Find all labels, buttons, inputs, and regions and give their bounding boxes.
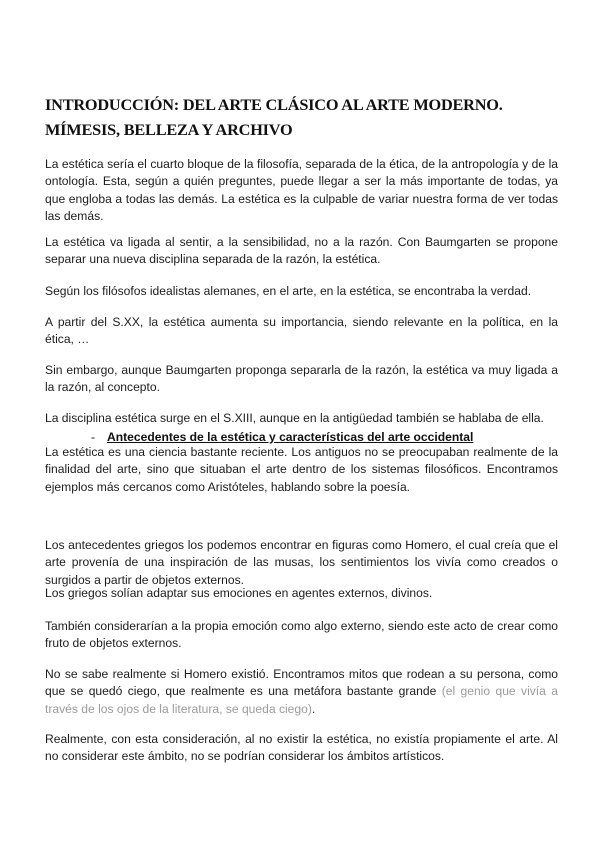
document-title: INTRODUCCIÓN: DEL ARTE CLÁSICO AL ARTE MODERNO. MÍMESIS, BELLEZA Y ARCHIVO	[45, 95, 503, 139]
section-heading-text: Antecedentes de la estética y características del arte occidental	[107, 430, 474, 444]
paragraph-estetica-bloque: La estética sería el cuarto bloque de la filosofía, separada de la ética, de la antropología y de la ontología. Esta, según a quién preguntes, puede llegar a ser la más importante de todas, ya que engloba a todas las demás. La estética es la culpable de variar nuestra forma de ver todas las demás.	[45, 157, 558, 224]
paragraph-sentir: La estética va ligada al sentir, a la sensibilidad, no a la razón. Con Baumgarten se propone separar una nueva disciplina separada de la razón, la estética.	[45, 235, 558, 267]
paragraph-ciencia-reciente: La estética es una ciencia bastante reciente. Los antiguos no se preocupaban realmente de la finalidad del arte, sino que situaban el arte dentro de los sistemas filosóficos. Encontramos ejemplos más cercanos como Aristóteles, hablando sobre la poesía.	[45, 445, 558, 494]
homero-text: No se sabe realmente si Homero existió. Encontramos mitos que rodean a su persona, como que se quedó ciego, que realmente es una metáfora bastante grande	[45, 667, 558, 699]
homero-aside: (el genio que vivía a través de los ojos de la literatura, se queda ciego)	[45, 684, 558, 716]
paragraph-consideracion: Realmente, con esta consideración, al no existir la estética, no existía propiamente el arte. Al no considerar este ámbito, no se podrían considerar los ámbitos artísticos.	[45, 732, 558, 764]
homero-end: .	[311, 701, 316, 716]
paragraph-sxx: A partir del S.XX, la estética aumenta su importancia, siendo relevante en la política, en la ética, …	[45, 315, 558, 347]
paragraph-homero	[45, 666, 558, 718]
paragraph-griegos-emociones: Los griegos solían adaptar sus emociones en agentes externos, divinos.	[45, 586, 433, 600]
paragraph-sxiii: La disciplina estética surge en el S.XIII, aunque en la antigüedad también se hablaba de ella.	[45, 411, 544, 425]
list-bullet: -	[91, 430, 96, 444]
paragraph-idealistas: Según los filósofos idealistas alemanes, en el arte, en la estética, se encontraba la verdad.	[45, 284, 532, 298]
paragraph-emocion-externa: También considerarían a la propia emoción como algo externo, siendo este acto de crear como fruto de objetos externos.	[45, 619, 558, 651]
paragraph-baumgarten: Sin embargo, aunque Baumgarten proponga separarla de la razón, la estética va muy ligada a la razón, al concepto.	[45, 363, 558, 395]
paragraph-antecedentes-griegos: Los antecedentes griegos los podemos encontrar en figuras como Homero, el cual creía que el arte provenía de una inspiración de las musas, los sentimientos los vivía como creados o surgidos a partir de objetos externos.	[45, 538, 558, 587]
